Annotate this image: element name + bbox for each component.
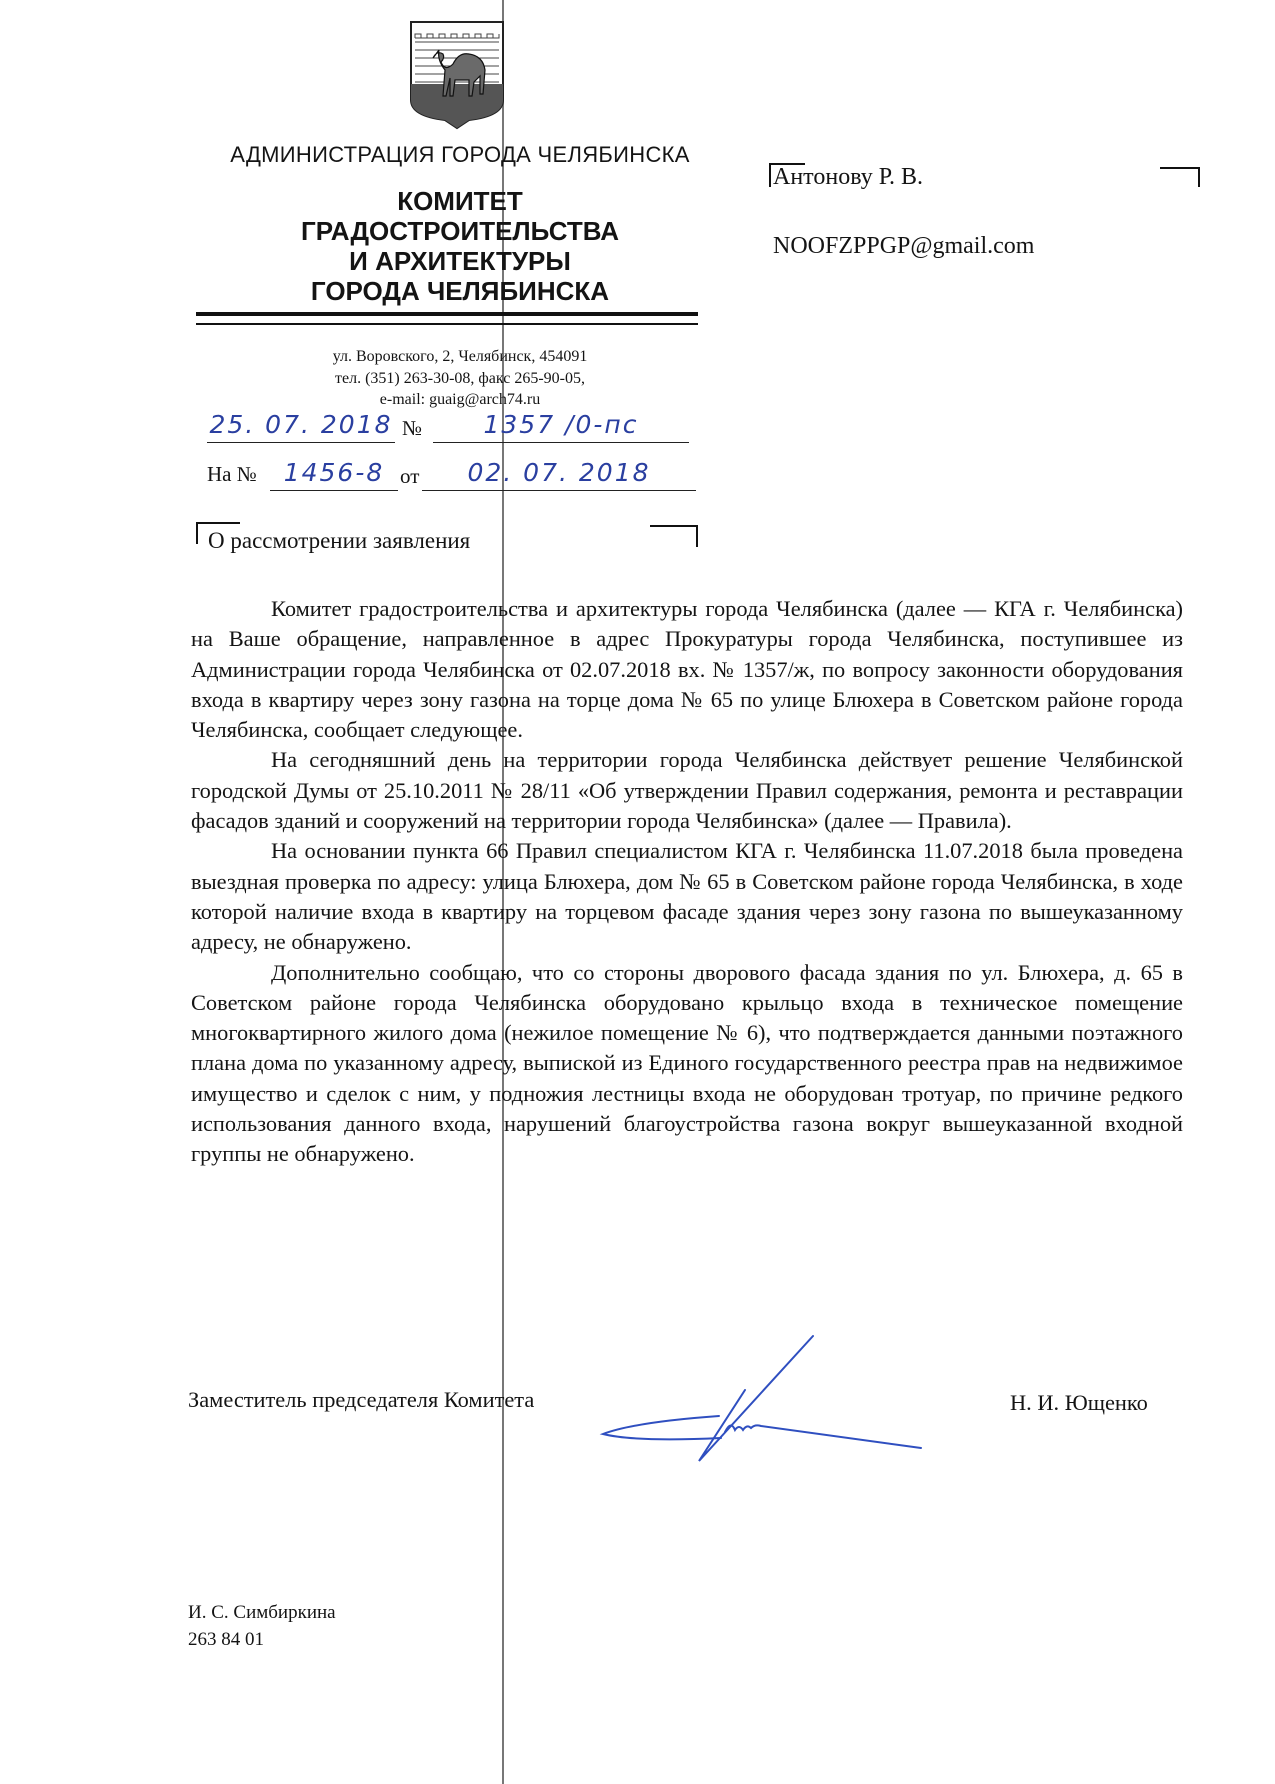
outgoing-number: 1357 /0-пс	[483, 410, 639, 439]
committee-line: КОМИТЕТ	[397, 186, 523, 216]
subject-line: О рассмотрении заявления	[208, 528, 471, 553]
outgoing-date: 25. 07. 2018	[209, 410, 393, 439]
letterhead-rule-thick	[196, 312, 698, 316]
addressee-name: Антонову Р. В.	[773, 164, 924, 190]
letterhead-address	[200, 346, 720, 411]
reference-number: 1456-8	[283, 458, 385, 487]
reference-number-field	[270, 458, 398, 491]
executor-info	[188, 1599, 336, 1653]
addressee-email: NOOFZPPGP@gmail.com	[773, 233, 1035, 259]
reference-number-label: На №	[207, 462, 257, 486]
outgoing-number-field	[433, 410, 689, 443]
body-paragraph: На основании пункта 66 Правил специалистом КГА г. Челябинска 11.07.2018 была проведена выездная проверка по адресу: улица Блюхера, дом № 65 в Советском районе города Челябинска, в ходе которой наличие входа в квартиру на торцевом фасаде здания через зону газона по вышеуказанному адресу, не обнаружено.	[191, 838, 1183, 955]
committee-line: И АРХИТЕКТУРЫ	[349, 246, 571, 276]
address-line: e-mail: guaig@arch74.ru	[379, 391, 541, 408]
address-line: тел. (351) 263-30-08, факс 265-90-05,	[335, 369, 585, 387]
subject-bracket-right	[650, 525, 698, 547]
address-line: ул. Воровского, 2, Челябинск, 454091	[332, 348, 588, 365]
handwritten-signature	[595, 1330, 935, 1470]
signatory-role: Заместитель председателя Комитета	[188, 1387, 535, 1412]
outgoing-date-field	[207, 410, 395, 443]
administration-title: АДМИНИСТРАЦИЯ ГОРОДА ЧЕЛЯБИНСКА	[230, 142, 690, 167]
executor-name: И. С. Симбиркина	[188, 1602, 336, 1623]
signatory-name: Н. И. Ющенко	[1010, 1390, 1148, 1415]
body-paragraph: Комитет градостроительства и архитектуры города Челябинска (далее — КГА г. Челябинска) на Ваше обращение, направленное в адрес Прокуратуры города Челябинска, поступившее из Администрации города Челябинска от 02.07.2018 вх. № 1357/ж, по вопросу законности оборудования входа в квартиру через зону газона на торце дома № 65 по улице Блюхера в Советском районе города Челябинска, сообщает следующее.	[191, 596, 1183, 743]
committee-title	[200, 186, 720, 306]
number-label: №	[402, 416, 423, 440]
letterhead-rule-thin	[196, 323, 698, 325]
body-paragraph: На сегодняшний день на территории города Челябинска действует решение Челябинской городской Думы от 25.10.2011 № 28/11 «Об утверждении Правил содержания, ремонта и реставрации фасадов зданий и сооружений на территории города Челябинска» (далее — Правила).	[191, 747, 1183, 834]
committee-line: ГРАДОСТРОИТЕЛЬСТВА	[301, 216, 619, 246]
letter-body	[191, 594, 1183, 1170]
reference-date: 02. 07. 2018	[467, 458, 651, 487]
addressee-bracket-right	[1160, 167, 1200, 187]
coat-of-arms-emblem	[409, 20, 505, 130]
reference-date-field	[422, 458, 696, 491]
body-paragraph: Дополнительно сообщаю, что со стороны дворового фасада здания по ул. Блюхера, д. 65 в Советском районе города Челябинска оборудовано крыльцо входа в техническое помещение многоквартирного жилого дома (нежилое помещение № 6), что подтверждается данными поэтажного плана дома по указанному адресу, выпиской из Единого государственного реестра прав на недвижимое имущество и сделок с ним, у подножия лестницы входа не оборудован тротуар, по причине редкого использования данного входа, нарушений благоустройства газона вокруг вышеуказанной входной группы не обнаружено.	[191, 959, 1183, 1167]
committee-line: ГОРОДА ЧЕЛЯБИНСКА	[310, 276, 610, 306]
executor-phone: 263 84 01	[188, 1629, 264, 1650]
reference-date-label: от	[400, 464, 420, 488]
